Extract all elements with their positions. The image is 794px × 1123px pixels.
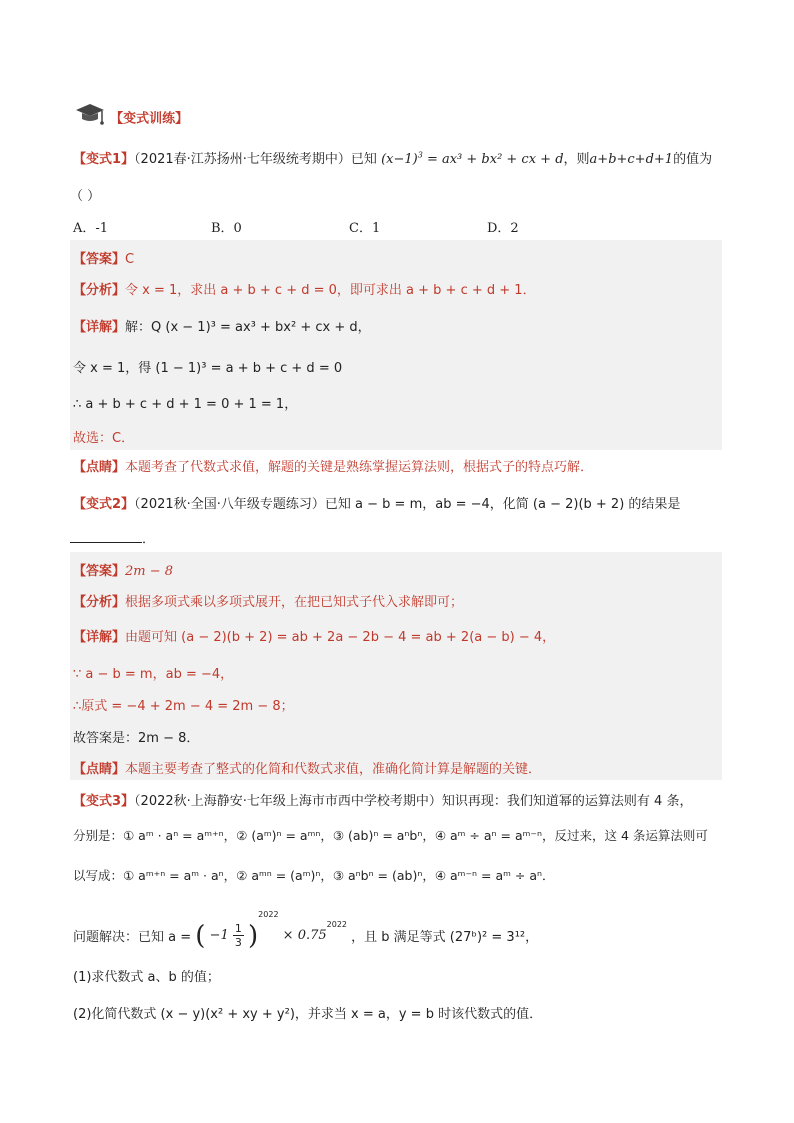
v1-expr1: $(x-1)^3$ (381, 150, 423, 167)
v3-question (73, 790, 692, 809)
v3-line2: 分别是：① aᵐ · aⁿ = aᵐ⁺ⁿ，② (aᵐ)ⁿ = aᵐⁿ，③ (ab)ⁿ = aⁿbⁿ，④ aᵐ ÷ aⁿ = aᵐ⁻ⁿ，反过来，这 4 条运算法则可 (73, 828, 708, 843)
v1-question: 【变式1】（2021春·江苏扬州·七年级统考期中）已知 $(x-1)^3 = ax^3 + bx^2$ + cx + d，则a+b+c+d+1的值为 (73, 150, 713, 167)
option-c: C．1 (349, 221, 381, 236)
section-header (74, 102, 188, 132)
v2-question-text: 已知 a − b = m，ab = −4，化简 (a − 2)(b + 2) 的结果是 (324, 497, 681, 512)
graduation-cap-icon (74, 102, 106, 132)
v1-solution-box (70, 240, 722, 450)
v2-answer-blank: ． (70, 528, 155, 547)
v1-analysis: 【分析】令 x = 1，求出 a + b + c + d = 0，即可求出 a + b + c + d + 1． (73, 283, 536, 298)
v2-source: （2021秋·全国·八年级专题练习） (134, 497, 325, 512)
v2-step2: ∴原式 = −4 + 2m − 4 = 2m − 8； (73, 699, 294, 714)
option-b: B．0 (211, 221, 242, 236)
v1-detail: 【详解】解：Q (x − 1)³ = ax³ + bx² + cx + d， (73, 320, 371, 335)
option-a: A．-1 (73, 221, 109, 236)
v2-step3: 故答案是：2m − 8． (73, 731, 200, 746)
v2-comment: 【点睛】本题主要考查了整式的化简和代数式求值，准确化简计算是解题的关键． (73, 762, 542, 777)
v1-comment: 【点睛】本题考查了代数式求值，解题的关键是熟练掌握运算法则，根据式子的特点巧解． (73, 460, 594, 475)
v1-answer: 【答案】C (73, 252, 135, 267)
v1-step3: 故选：C． (73, 431, 135, 446)
v2-answer: 【答案】2m − 8 (73, 564, 174, 579)
v3-q2: (2)化简代数式 (x − y)(x² + xy + y²)，并求当 x = a，y = b 时该代数式的值． (73, 1007, 543, 1022)
v2-detail: 【详解】由题可知 (a − 2)(b + 2) = ab + 2a − 2b − 4 = ab + 2(a − b) − 4， (73, 630, 556, 645)
v3-source: （2022秋·上海静安·七年级上海市市西中学校考期中） (134, 794, 442, 809)
v3-tag: 【变式3】 (73, 794, 135, 809)
v1-tag: 【变式1】 (73, 152, 135, 167)
v3-q1: (1)求代数式 a、b 的值； (73, 970, 220, 985)
v3-line3: 以写成：① aᵐ⁺ⁿ = aᵐ · aⁿ，② aᵐⁿ = (aᵐ)ⁿ，③ aⁿbⁿ = (ab)ⁿ，④ aᵐ⁻ⁿ = aᵐ ÷ aⁿ． (73, 868, 555, 883)
v1-source: （2021春·江苏扬州·七年级统考期中） (134, 152, 351, 167)
option-d: D．2 (487, 221, 519, 236)
v1-step1: 令 x = 1，得 (1 − 1)³ = a + b + c + d = 0 (73, 361, 343, 376)
section-title: 【变式训练】 (110, 111, 189, 127)
v2-analysis: 【分析】根据多项式乘以多项式展开，在把已知式子代入求解即可； (73, 595, 464, 610)
v2-step1: ∵ a − b = m，ab = −4， (73, 667, 234, 682)
fraction: $\frac{1}{3}$ (234, 922, 242, 949)
v3-intro: 知识再现：我们知道幂的运算法则有 4 条， (441, 794, 693, 809)
v1-expr2: = ax³ + bx² + cx + d (426, 152, 564, 167)
v1-expr3: a+b+c+d+1 (589, 152, 674, 167)
v1-step2: ∴ a + b + c + d + 1 = 0 + 1 = 1， (73, 397, 298, 412)
v2-question (73, 493, 680, 512)
v1-paren: （ ） (70, 189, 101, 204)
v2-tag: 【变式2】 (73, 497, 135, 512)
v3-problem: 问题解决：已知 a = ( −1 $\frac{1}{3}$ )$^{2022} \times 0.75^{2022}$ ，且 b 满足等式 (27ᵇ)² = 3¹²， (73, 910, 539, 951)
big-paren-expression: ( (195, 920, 206, 951)
